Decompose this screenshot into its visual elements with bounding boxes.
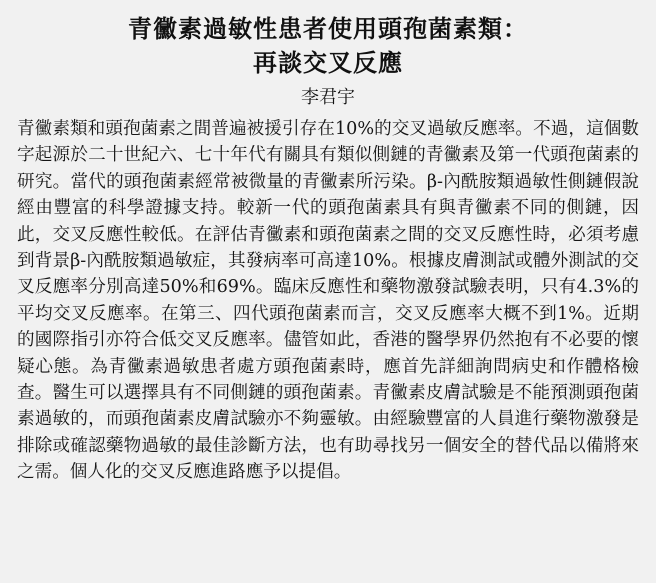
abstract-text: 青黴素類和頭孢菌素之間普遍被援引存在10%的交叉過敏反應率。不過，這個數字起源於二十世紀六、七十年代有關具有類似側鏈的青黴素及第一代頭孢菌素的研究。當代的頭孢菌素經常被微量的青黴素所污染。β-內酰胺類過敏性側鏈假說經由豐富的科學證據支持。較新一代的頭孢菌素具有與青黴素不同的側鏈，因此，交叉反應性較低。在評估青黴素和頭孢菌素之間的交叉反應性時，必須考慮到背景β-內酰胺類過敏症，其發病率可高達10%。根據皮膚測試或體外測試的交叉反應率分別高達50%和69%。臨床反應性和藥物激發試驗表明，只有4.3%的平均交叉反應率。在第三、四代頭孢菌素而言，交叉反應率大概不到1%。近期的國際指引亦符合低交叉反應率。儘管如此，香港的醫學界仍然抱有不必要的懷疑心態。為青黴素過敏患者處方頭孢菌素時，應首先詳細詢問病史和作體格檢查。醫生可以選擇具有不同側鏈的頭孢菌素。青黴素皮膚試驗是不能預測頭孢菌素過敏的，而頭孢菌素皮膚試驗亦不夠靈敏。由經驗豐富的人員進行藥物激發是排除或確認藥物過敏的最佳診斷方法，也有助尋找另一個安全的替代品以備將來之需。個人化的交叉反應進路應予以提倡。 (17, 119, 639, 483)
author-name: 李君宇 (301, 87, 355, 108)
title-line-2: 再談交叉反應 (253, 49, 403, 77)
title-line-1: 青黴素過敏性患者使用頭孢菌素類： (128, 15, 528, 43)
article-title (17, 12, 639, 80)
